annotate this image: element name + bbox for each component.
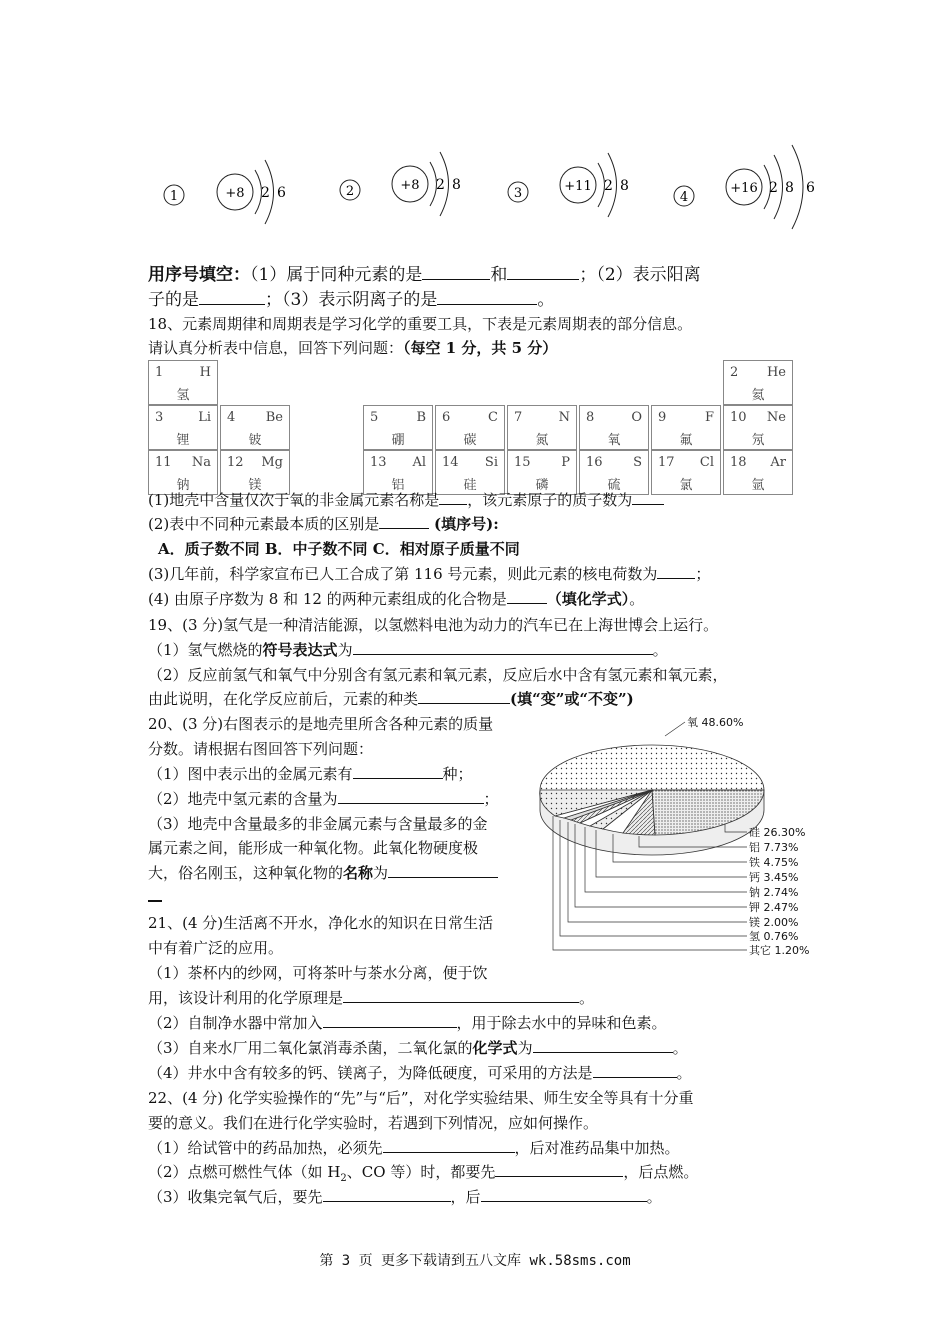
q20-l7-bold: 名称: [343, 864, 374, 882]
q21-blank-4[interactable]: [593, 1063, 677, 1078]
q21-l2: 中有着广泛的应用。: [148, 939, 284, 957]
atom-diagram-3: [506, 140, 646, 250]
atom-diagram-1: [160, 140, 300, 250]
q22-l3: [148, 1138, 680, 1158]
q21-l5: [148, 1013, 667, 1033]
q22-l5-text: （3）收集完氧气后，要先: [148, 1188, 323, 1206]
q17-text-4: 子的是: [148, 290, 199, 310]
pie-chart: [535, 712, 835, 962]
q22-l4-sub: 2: [340, 1173, 347, 1184]
pie-label-iron: 铁 4.75%: [749, 856, 799, 869]
q17-text-5: ；（3）表示阴离子的是: [265, 290, 438, 310]
pt-cell-B: 5 B 硼: [363, 405, 433, 450]
q22-blank-4[interactable]: [481, 1187, 647, 1202]
q21-l5-text-2: ，用于除去水中的异味和色素。: [456, 1014, 667, 1032]
q22-l3-text-2: ，后对准药品集中加热。: [514, 1139, 680, 1157]
pie-label-sodium: 钠 2.74%: [749, 886, 799, 899]
q18-q4-text-3: 。: [629, 590, 645, 608]
q18-q3-text: (3)几年前，科学家宣布已人工合成了第 116 号元素，则此元素的核电荷数为: [148, 565, 658, 583]
q22-l2: 要的意义。我们在进行化学实验时，若遇到下列情况，应如何操作。: [148, 1114, 599, 1132]
q21-blank-2[interactable]: [323, 1013, 457, 1028]
pt-cell-C: 6 C 碳: [435, 405, 505, 450]
q20-l3: [148, 764, 473, 784]
q20-l7-text-2: 为: [373, 864, 389, 882]
q22-l5-text-2: ，后: [450, 1188, 481, 1206]
q20-l1: 20、(3 分)右图表示的是地壳里所含各种元素的质量: [148, 715, 494, 733]
pie-label-calcium: 钙 3.45%: [749, 871, 799, 884]
q21-l6-text: （3）自来水厂用二氧化氯消毒杀菌，二氧化氯的: [148, 1039, 473, 1057]
q20-l7-text: 大，俗名刚玉，这种氧化物的: [148, 864, 344, 882]
q18-q2-text-2: (填序号):: [434, 515, 499, 533]
q17-blank-2[interactable]: [507, 265, 579, 280]
q18-q3: [148, 564, 710, 584]
pie-label-aluminium: 铝 7.73%: [749, 841, 799, 854]
q17-text-6: 。: [537, 290, 555, 310]
q19-intro: 19、(3 分)氢气是一种清洁能源，以氢燃料电池为动力的汽车已在上海世博会上运行。: [148, 616, 719, 634]
q19-p3-bold: (填“变”或“不变”): [510, 690, 634, 708]
pie-label-potassium: 钾 2.47%: [749, 901, 799, 914]
q21-l6-text-3: 。: [672, 1039, 688, 1057]
q22-l4: [148, 1162, 698, 1189]
atom-1-svg: [160, 140, 300, 250]
q22-l5-text-3: 。: [646, 1188, 662, 1206]
q20-blank-3[interactable]: [388, 863, 498, 878]
pt-cell-He: 2 He 氦: [723, 360, 793, 405]
pt-cell-Mg: 12 Mg 镁: [220, 450, 290, 495]
q17-blank-4[interactable]: [437, 290, 537, 305]
q22-l3-text: （1）给试管中的药品加热，必须先: [148, 1139, 383, 1157]
q18-q2-blank[interactable]: [379, 514, 429, 529]
atom-4-shell-1: 2: [769, 180, 778, 196]
q21-l1: 21、(4 分)生活离不开水，净化水的知识在日常生活: [148, 914, 494, 932]
pie-label-magnesium: 镁 2.00%: [749, 916, 799, 929]
q18-intro-2-text: 请认真分析表中信息，回答下列问题：: [148, 339, 404, 357]
q20-l6: 属元素之间，能形成一种氧化物。此氧化物硬度极: [148, 839, 479, 857]
q22-l4-text-3: ，后点燃。: [623, 1163, 699, 1181]
q17-prefix: 用序号填空：: [148, 265, 250, 285]
pt-cell-Ar: 18 Ar 氩: [723, 450, 793, 495]
q18-options: A．质子数不同 B．中子数不同 C．相对原子质量不同: [158, 540, 520, 558]
q18-q4-text: (4) 由原子序数为 8 和 12 的两种元素组成的化合物是: [148, 590, 507, 608]
q20-blank-2[interactable]: [338, 789, 484, 804]
q21-l6-text-2: 为: [517, 1039, 533, 1057]
atom-4-index: 4: [679, 190, 689, 205]
atom-2-nucleus: +8: [400, 178, 420, 193]
q20-l4-text-2: ；: [483, 790, 499, 808]
atom-2-svg: [336, 140, 476, 250]
q17-line-1: [148, 263, 701, 287]
pt-cell-Al: 13 Al 铝: [363, 450, 433, 495]
atom-3-nucleus: +11: [564, 179, 592, 194]
q20-l3-text: （1）图中表示出的金属元素有: [148, 765, 353, 783]
q19-p1-text: （1）氢气燃烧的: [148, 641, 263, 659]
q17-blank-3[interactable]: [199, 290, 265, 305]
pie-label-other: 其它 1.20%: [749, 944, 810, 957]
q19-p1-blank[interactable]: [353, 640, 653, 655]
q18-q1: [148, 490, 664, 510]
atom-2-index: 2: [345, 184, 355, 199]
q22-blank-3[interactable]: [323, 1187, 451, 1202]
q21-l3: （1）茶杯内的纱网，可将茶叶与茶水分离，便于饮: [148, 964, 488, 982]
atom-3-index: 3: [513, 186, 523, 201]
q18-q1-text: (1)地壳中含量仅次于氧的非金属元素名称是: [148, 491, 440, 509]
q21-blank-3[interactable]: [533, 1038, 673, 1053]
q21-l7-text: （4）井水中含有较多的钙、镁离子，为降低硬度，可采用的方法是: [148, 1064, 593, 1082]
atom-1-index: 1: [169, 189, 179, 204]
q21-l4-text-2: 。: [579, 989, 595, 1007]
pt-cell-P: 15 P 磷: [507, 450, 577, 495]
q21-l6-bold: 化学式: [472, 1039, 518, 1057]
pt-cell-O: 8 O 氧: [579, 405, 649, 450]
q22-l4-text: （2）点燃可燃性气体（如 H: [148, 1163, 341, 1181]
pt-cell-Be: 4 Be 铍: [220, 405, 290, 450]
q22-blank-2[interactable]: [495, 1162, 623, 1177]
pt-cell-S: 16 S 硫: [579, 450, 649, 495]
q22-blank-1[interactable]: [383, 1138, 515, 1153]
page-footer: 第 3 页 更多下载请到五八文库 wk.58sms.com: [319, 1253, 631, 1269]
q21-l6: [148, 1038, 688, 1058]
q18-q4-blank[interactable]: [507, 589, 547, 604]
q19-p1-text-3: 。: [652, 641, 668, 659]
q21-l7: [148, 1063, 692, 1083]
q17-line-2: [148, 288, 554, 312]
atom-4-shell-3: 6: [806, 180, 815, 196]
pie-label-oxygen: 氧 48.60%: [687, 716, 744, 729]
atom-diagram-4: [672, 140, 832, 250]
q20-l3-text-2: 种；: [442, 765, 473, 783]
q17-blank-1[interactable]: [422, 265, 490, 280]
pt-cell-Ne: 10 Ne 氖: [723, 405, 793, 450]
pt-cell-Na: 11 Na 钠: [148, 450, 218, 495]
pt-cell-F: 9 F 氟: [651, 405, 721, 450]
q19-p3: [148, 689, 634, 709]
q19-p1: [148, 640, 668, 660]
q18-score: （每空 1 分，共 5 分）: [403, 339, 558, 357]
q18-q4: [148, 589, 644, 609]
pie-label-hydrogen: 氢 0.76%: [749, 930, 799, 943]
q20-blank-1[interactable]: [353, 764, 443, 779]
q20-l4: [148, 789, 499, 809]
atom-3-svg: [506, 140, 646, 250]
q18-intro-2: [148, 338, 557, 358]
q19-p3-text: 由此说明，在化学反应前后，元素的种类: [148, 690, 419, 708]
q21-l4-text: 用，该设计利用的化学原理是: [148, 989, 344, 1007]
q18-q1-blank-2[interactable]: [632, 490, 664, 505]
q22-l1: 22、(4 分) 化学实验操作的“先”与“后”，对化学实验结果、师生安全等具有十分重: [148, 1089, 694, 1107]
pt-cell-Si: 14 Si 硅: [435, 450, 505, 495]
atom-4-shell-2: 8: [785, 180, 794, 196]
q18-q1-blank-1[interactable]: [439, 490, 467, 505]
pt-cell-Cl: 17 Cl 氯: [651, 450, 721, 495]
atom-3-shell-1: 2: [604, 178, 613, 194]
q19-p3-blank[interactable]: [418, 689, 510, 704]
q21-l5-text: （2）自制净水器中常加入: [148, 1014, 323, 1032]
q20-l4-text: （2）地壳中氢元素的含量为: [148, 790, 338, 808]
q21-blank-1[interactable]: [343, 988, 579, 1003]
q18-q1-text-2: ，该元素原子的质子数为: [467, 491, 633, 509]
q22-l4-text-2: 、CO 等）时，都要先: [346, 1163, 496, 1181]
periodic-table: [148, 360, 796, 498]
q18-q4-text-2: （填化学式）: [546, 590, 630, 608]
pie-label-silicon: 硅 26.30%: [749, 826, 806, 839]
q22-l5: [148, 1187, 662, 1207]
pt-cell-Li: 3 Li 锂: [148, 405, 218, 450]
q20-blank-3-tail: [148, 900, 162, 902]
atom-1-shell-1: 2: [261, 185, 270, 201]
atom-4-nucleus: +16: [730, 181, 758, 196]
q18-q3-text-2: ；: [695, 565, 711, 583]
atom-2-shell-2: 8: [452, 177, 461, 193]
q18-q2-text: (2)表中不同种元素最本质的区别是: [148, 515, 380, 533]
q19-p1-bold: 符号表达式: [262, 641, 338, 659]
atom-1-shell-2: 6: [277, 185, 286, 201]
atom-3-shell-2: 8: [620, 178, 629, 194]
q21-l7-text-2: 。: [676, 1064, 692, 1082]
q17-text-1: （1）属于同种元素的是: [250, 265, 423, 285]
pt-cell-H: 1 H 氢: [148, 360, 218, 405]
atom-diagram-2: [336, 140, 476, 250]
q18-q3-blank[interactable]: [657, 564, 695, 579]
q20-l7: [148, 863, 498, 883]
q17-text-2: 和: [490, 265, 508, 285]
pt-cell-N: 7 N 氮: [507, 405, 577, 450]
q18-q2: [148, 514, 499, 534]
atom-2-shell-1: 2: [436, 177, 445, 193]
q21-l4: [148, 988, 594, 1008]
q17-text-3: ；（2）表示阳离: [579, 265, 701, 285]
q20-l5: （3）地壳中含量最多的非金属元素与含量最多的金: [148, 815, 488, 833]
atom-4-svg: [672, 140, 832, 250]
q19-p1-text-2: 为: [337, 641, 353, 659]
atom-1-nucleus: +8: [225, 186, 245, 201]
q18-intro: 18、元素周期律和周期表是学习化学的重要工具，下表是元素周期表的部分信息。: [148, 315, 693, 333]
q20-l2: 分数。请根据右图回答下列问题：: [148, 740, 374, 758]
q19-p2: （2）反应前氢气和氧气中分别含有氢元素和氧元素，反应后水中含有氢元素和氧元素，: [148, 666, 728, 684]
